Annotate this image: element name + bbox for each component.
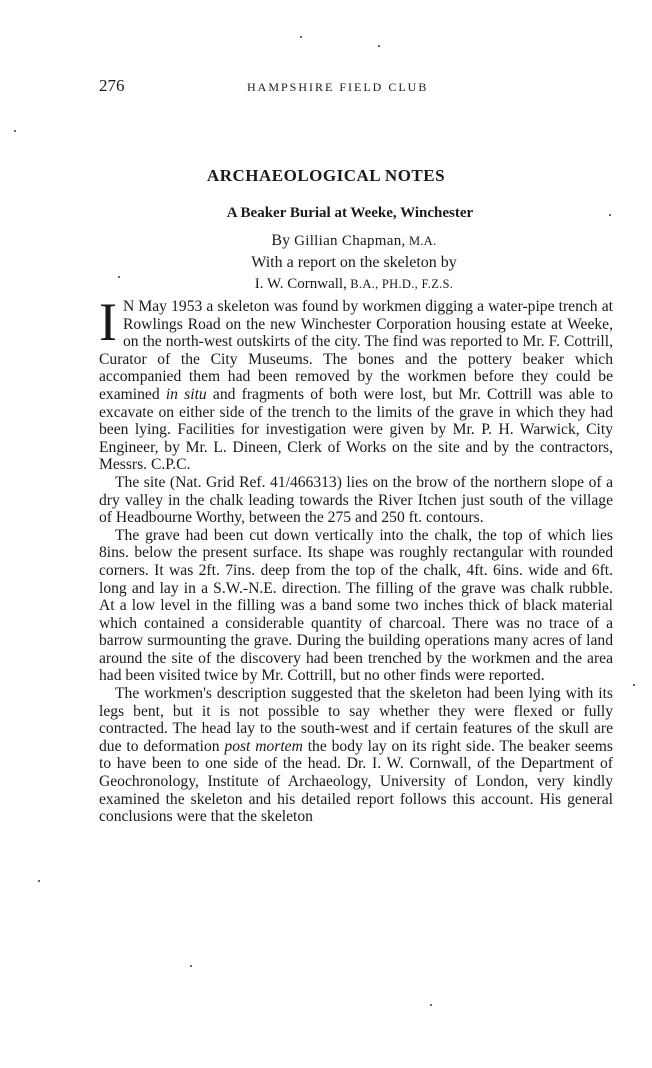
scan-speck xyxy=(38,880,40,882)
paragraph-4 xyxy=(99,685,613,826)
by-label: By xyxy=(271,232,295,249)
paragraph-3: The grave had been cut down vertically into the chalk, the top of which lies 8ins. below the present surface. Its shape was roughly rectangular with rounded corners. It was 2ft. 7ins. deep from the top of the chalk, 4ft. 6ins. wide and 6ft. long and lay in a S.W.-N.E. direction. The filling of the grave was chalk rubble. At a low level in the filling was a band some two inches thick of black material which contained a considerable quantity of charcoal. There was no trace of a barrow surmounting the grave. During the building operations many acres of land around the site of the discovery had been trenched by the workmen and the area had been visited twice by Mr. Cottrill, but no other finds were reported. xyxy=(99,526,613,685)
paragraph-2: The site (Nat. Grid Ref. 41/466313) lies on the brow of the northern slope of a dry valley in the chalk leading towards the River Itchen just south of the village of Headbourne Worthy, between the 275 and 250 ft. contours. xyxy=(99,473,613,527)
scan-speck xyxy=(430,1004,432,1006)
paragraph-1-italic: in situ xyxy=(165,385,207,403)
report-line: With a report on the skeleton by xyxy=(251,254,457,271)
page-number: 276 xyxy=(99,76,125,95)
scan-speck xyxy=(118,276,120,278)
running-head: HAMPSHIRE FIELD CLUB xyxy=(247,80,429,94)
scan-speck xyxy=(378,45,380,47)
article-title: A Beaker Burial at Weeke, Winchester xyxy=(226,205,474,221)
paragraph-1 xyxy=(99,292,614,474)
reporter-degrees: B.A., PH.D., F.Z.S. xyxy=(346,277,454,291)
section-title: ARCHAEOLOGICAL NOTES xyxy=(206,166,446,185)
scan-speck xyxy=(190,965,192,967)
scan-speck xyxy=(300,36,302,38)
scan-speck xyxy=(609,214,611,216)
author-degree: M.A. xyxy=(405,234,437,248)
drop-cap: I xyxy=(99,292,117,352)
paragraph-4-italic: post mortem xyxy=(224,737,303,755)
article-body xyxy=(99,292,614,826)
reporter-line xyxy=(0,273,652,295)
paragraph-1-text-a: N May 1953 a skeleton was found by workmen digging a water-pipe trench at Rowlings Road on the new Winchester Corporation housing estate at Weeke, on the north-west outskirts of the city. The find was reported to Mr. F. Cottrill, Curator of the City Museums. The bones and the pottery beaker which accompanied them had been removed by the workmen before they could be examined xyxy=(99,298,613,403)
reporter-name: I. W. Cornwall, xyxy=(254,276,347,292)
scan-speck xyxy=(14,130,16,132)
author-name: Gillian Chapman, xyxy=(294,233,406,249)
author-line xyxy=(0,230,652,252)
paragraph-4-text-a: The workmen's description suggested that the skeleton had been lying with its legs bent, but it is not possible to say whether they were flexed or fully contracted. The head lay to the south-west and if certain features of the skull are due to deformation xyxy=(99,685,613,755)
paragraph-1-text-b: and fragments of both were lost, but Mr. Cottrill was able to excavate on either side of the trench to the limits of the grave in which they had been lying. Facilities for investigation were given by Mr. P. H. Warwick, City Engineer, by Mr. L. Dineen, Clerk of Works on the site and by the contractors, Messrs. C.P.C. xyxy=(99,385,614,474)
scan-speck xyxy=(633,684,635,686)
paragraph-4-text-b: the body lay on its right side. The beaker seems to have been to one side of the head. Dr. I. W. Cornwall, of the Department of Geochronology, Institute of Archaeology, University of London, very kindly examined the skeleton and his detailed report follows this account. His general conclusions were that the skeleton xyxy=(99,737,613,826)
